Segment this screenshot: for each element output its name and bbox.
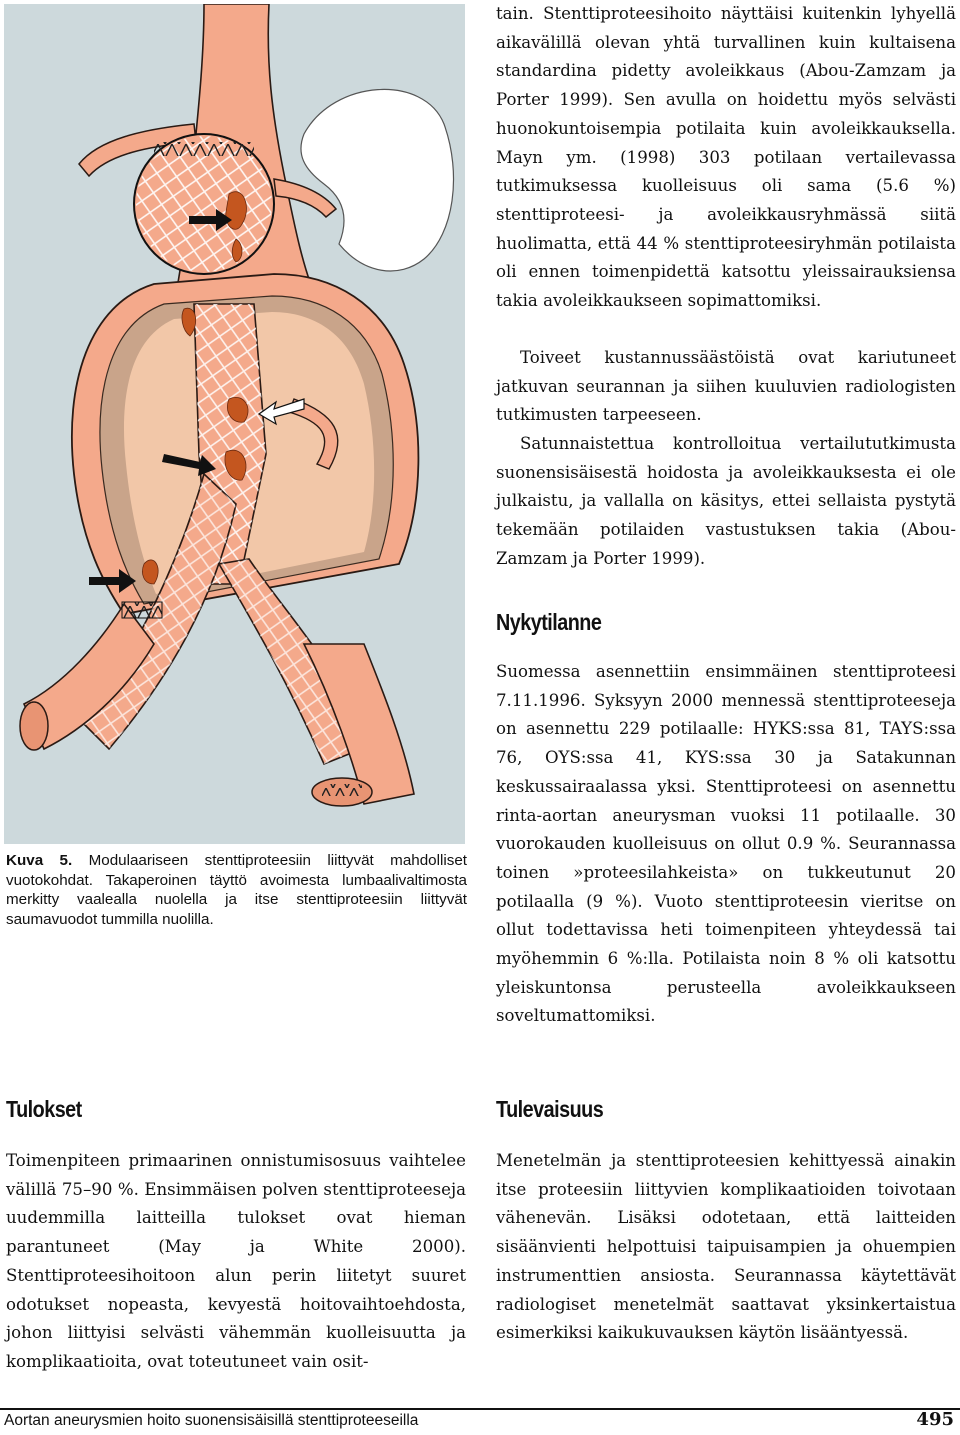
paragraph-cost: Toiveet kustannussäästöistä ovat kariutuneet jatkuvan seurannan ja siihen kuuluvien radiologisten tutkimusten tarpeeseen. (496, 348, 956, 425)
left-iliac-opening (20, 702, 48, 750)
heading-future: Tulevaisuus (496, 1096, 604, 1122)
caption-label: Kuva 5. (6, 852, 73, 869)
paragraph-future: Menetelmän ja stenttiproteesien kehittyessä ainakin itse proteesiin liittyvien komplikaatioiden toivotaan vähenevän. Lisäksi odotetaan, että laitteiden sisäänvienti helpottuisi taipuisampien ja ohuempien instrumenttien ansiosta. Seurannassa käytettävät radiologiset menetelmät saattavat yksinkertaistua esimerkiksi kaikukuvauksen käytön lisääntyessä. (496, 1151, 956, 1343)
figure-caption (6, 851, 467, 929)
kidney-shape (301, 89, 454, 271)
caption-text: Modulaariseen stenttiproteesiin liittyvät mahdolliset vuotokohdat. Takaperoinen täyttö avoimesta lumbaalivaltimosta merkitty vaalealla nuolella ja itse stenttiproteesiin liittyvät saumavuodot tummilla nuolilla. (6, 852, 467, 928)
page-number: 495 (916, 1409, 954, 1430)
footer-divider (0, 1408, 960, 1410)
stent-graft-drawing (4, 4, 465, 844)
paragraph-randomized: Satunnaistettua kontrolloitua vertailututkimusta suonensisäisestä hoidosta ja avoleikkauksesta ei ole julkaistu, ja vallalla on käsitys, ettei sellaista pystytä tekemään potilaiden vastustuksen takia (Abou-Zamzam ja Porter 1999). (496, 434, 956, 568)
heading-current-situation: Nykytilanne (496, 609, 602, 635)
heading-results: Tulokset (6, 1096, 82, 1122)
paragraph-results: Toimenpiteen primaarinen onnistumisosuus vaihtelee välillä 75–90 %. Ensimmäisen polven stenttiproteeseja uudemmilla laitteilla tulokset ovat hieman parantuneet (May ja White 2000). Stenttiproteesihoitoon alun perin liitetyt suuret odotukset nopeasta, kevyestä hoitovaihtoehdosta, johon liittyisi selvästi vähemmän kuolleisuutta ja komplikaatioita, ovat toteutuneet vain osit- (6, 1151, 466, 1371)
paragraph-current-situation: Suomessa asennettiin ensimmäinen stenttiproteesi 7.11.1996. Syksyyn 2000 mennessä stenttiproteeseja on asennettu 229 potilaalle: HYKS:ssa 81, TAYS:ssa 76, OYS:ssa 41, KYS:ssa 30 ja Satakunnan keskussairaalassa yksi. Stenttiproteesi on asennettu rinta-aortan aneurysman vuoksi 11 potilaalle. 30 vuorokauden kuolleisuus on ollut 0.9 %. Seurannassa toinen »proteesilahkeista» on tukkeutunut 20 potilaalla (9 %). Vuoto stenttiproteesin vieritse on ollut todettavissa heti toimenpiteen yhteydessä tai myöhemmin 6 %:lla. Potilaista noin 8 % oli katsottu yleiskuntonsa perusteella avoleikkaukseen soveltumattomiksi. (496, 662, 956, 1026)
paragraph-intro: tain. Stenttiproteesihoito näyttäisi kuitenkin lyhyellä aikavälillä olevan yhtä turvallinen kuin kultaisena standardina pidetty avoleikkaus (Abou-Zamzam ja Porter 1999). Sen avulla on hoidettu myös selvästi huonokuntoisempia potilaita kuin avoleikkauksella. Mayn ym. (1998) 303 potilaan vertailevassa tutkimuksessa kuolleisuus oli sama (5.6 %) stenttiproteesi- ja avoleikkausryhmässä siitä huolimatta, että 44 % stenttiproteesiryhmän potilaista oli ennen toimenpidettä katsottu yleissairauksiensa takia avoleikkaukseen sopimattomiksi. (496, 4, 956, 311)
aneurysm-stent-illustration (4, 4, 465, 844)
running-title: Aortan aneurysmien hoito suonensisäisillä stenttiproteeseilla (4, 1412, 419, 1429)
